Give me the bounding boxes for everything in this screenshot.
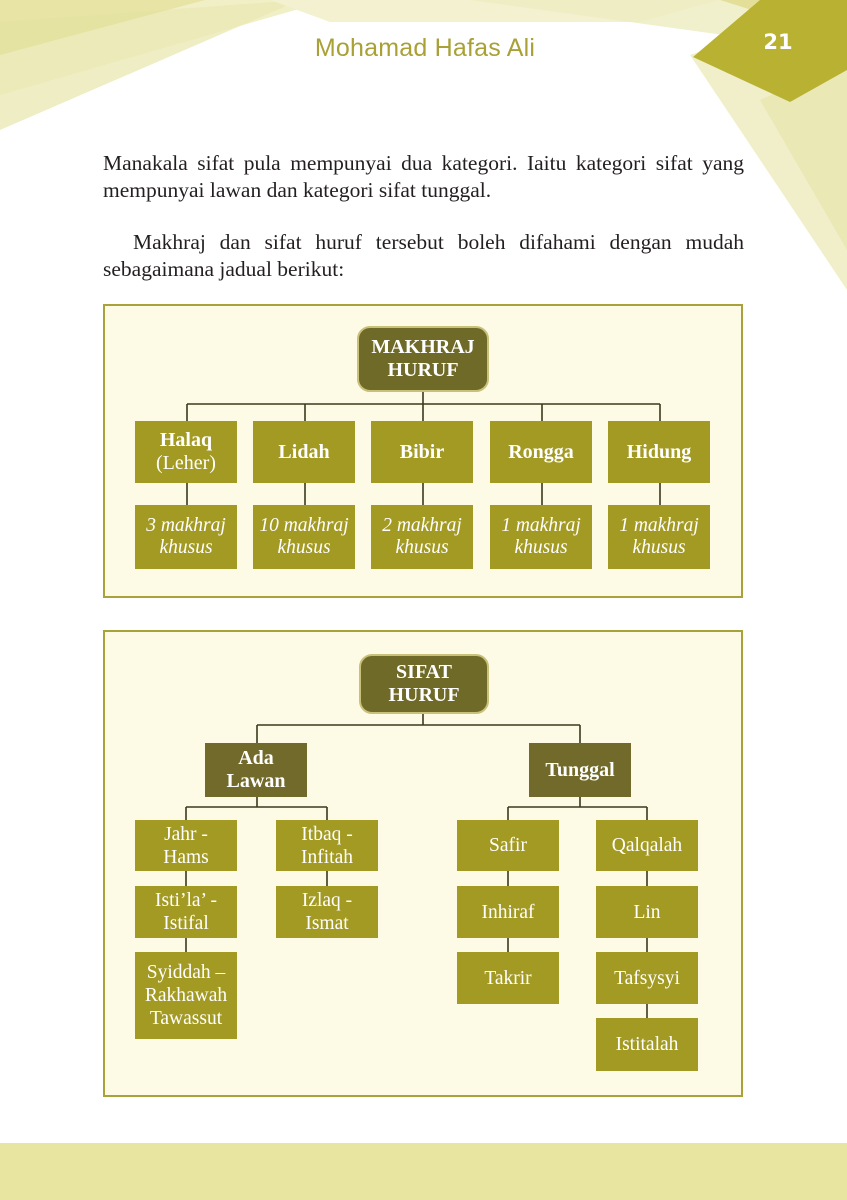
count-line-2: khusus — [514, 537, 568, 558]
makhraj-category-bibir — [371, 421, 473, 483]
count-line-1: 1 makhraj — [501, 515, 581, 536]
category-name: Rongga — [508, 440, 574, 463]
makhraj-root-line-1: MAKHRAJ — [371, 336, 475, 358]
makhraj-category-lidah — [253, 421, 355, 483]
ada-lawan-line-1: Ada — [238, 747, 274, 769]
sifat-root-line-1: SIFAT — [396, 661, 452, 683]
category-name: Bibir — [399, 440, 445, 463]
count-line-2: khusus — [395, 537, 449, 558]
leaf-line-1: Tafsysyi — [614, 967, 680, 989]
leaf-line-1: Isti’la’ - — [155, 890, 217, 911]
page-number: 21 — [763, 30, 793, 54]
makhraj-root-box — [357, 326, 489, 392]
count-line-1: 10 makhraj — [259, 515, 349, 536]
leaf-line-1: Istitalah — [615, 1034, 679, 1055]
sifat-root-box — [359, 654, 489, 714]
makhraj-count-halaq — [135, 505, 237, 569]
sifat-inhiraf — [457, 886, 559, 938]
leaf-line-2: Ismat — [305, 913, 349, 934]
leaf-line-1: Syiddah – — [146, 962, 226, 983]
footer-band — [0, 1143, 847, 1200]
paragraph-1: Manakala sifat pula mempunyai dua kategori. Iaitu kategori sifat yang mempunyai lawan dan kategori sifat tunggal. — [103, 151, 744, 202]
category-name: Hidung — [626, 440, 692, 463]
sifat-diagram — [103, 630, 743, 1097]
leaf-line-1: Inhiraf — [481, 901, 535, 923]
running-head: Mohamad Hafas Ali — [314, 34, 536, 62]
leaf-line-3: Tawassut — [149, 1008, 223, 1029]
leaf-line-1: Lin — [633, 901, 661, 923]
sifat-itbaq-infitah — [276, 820, 378, 871]
sifat-root-line-2: HURUF — [388, 684, 460, 706]
leaf-line-1: Itbaq - — [301, 823, 353, 845]
leaf-line-2: Hams — [163, 846, 209, 868]
leaf-line-1: Safir — [489, 835, 527, 856]
sifat-takrir — [457, 952, 559, 1004]
category-subtitle: (Leher) — [156, 452, 216, 474]
paragraph-2: Makhraj dan sifat huruf tersebut boleh difahami dengan mudah sebagaimana jadual berikut: — [103, 230, 744, 281]
makhraj-category-rongga — [490, 421, 592, 483]
tunggal-box — [529, 743, 631, 797]
count-line-2: khusus — [277, 537, 331, 558]
makhraj-count-rongga — [490, 505, 592, 569]
leaf-line-2: Infitah — [301, 846, 353, 868]
sifat-qalqalah — [596, 820, 698, 871]
sifat-jahr-hams — [135, 820, 237, 871]
category-name: Halaq — [159, 429, 213, 451]
leaf-line-1: Takrir — [484, 967, 532, 989]
sifat-istitalah — [596, 1018, 698, 1071]
count-line-1: 1 makhraj — [619, 515, 699, 536]
leaf-line-1: Qalqalah — [611, 835, 683, 856]
makhraj-diagram — [103, 304, 743, 598]
makhraj-count-lidah — [253, 505, 355, 569]
makhraj-category-halaq — [135, 421, 237, 483]
count-line-2: khusus — [632, 537, 686, 558]
sifat-safir — [457, 820, 559, 871]
sifat-lin — [596, 886, 698, 938]
ada-lawan-line-2: Lawan — [226, 770, 286, 792]
sifat-istila-istifal — [135, 886, 237, 938]
tunggal-label: Tunggal — [545, 758, 615, 781]
leaf-line-2: Rakhawah — [144, 985, 228, 1006]
ada-lawan-box — [205, 743, 307, 797]
makhraj-count-hidung — [608, 505, 710, 569]
leaf-line-2: Istifal — [163, 913, 209, 934]
makhraj-count-bibir — [371, 505, 473, 569]
sifat-tafsysyi — [596, 952, 698, 1004]
leaf-line-1: Izlaq - — [301, 890, 353, 911]
count-line-2: khusus — [159, 537, 213, 558]
count-line-1: 2 makhraj — [382, 515, 462, 536]
sifat-izlaq-ismat — [276, 886, 378, 938]
category-name: Lidah — [278, 440, 330, 463]
sifat-syiddah-rakhawah-tawassut — [135, 952, 237, 1039]
makhraj-root-line-2: HURUF — [387, 359, 459, 381]
count-line-1: 3 makhraj — [146, 515, 226, 536]
leaf-line-1: Jahr - — [164, 823, 208, 845]
makhraj-category-hidung — [608, 421, 710, 483]
